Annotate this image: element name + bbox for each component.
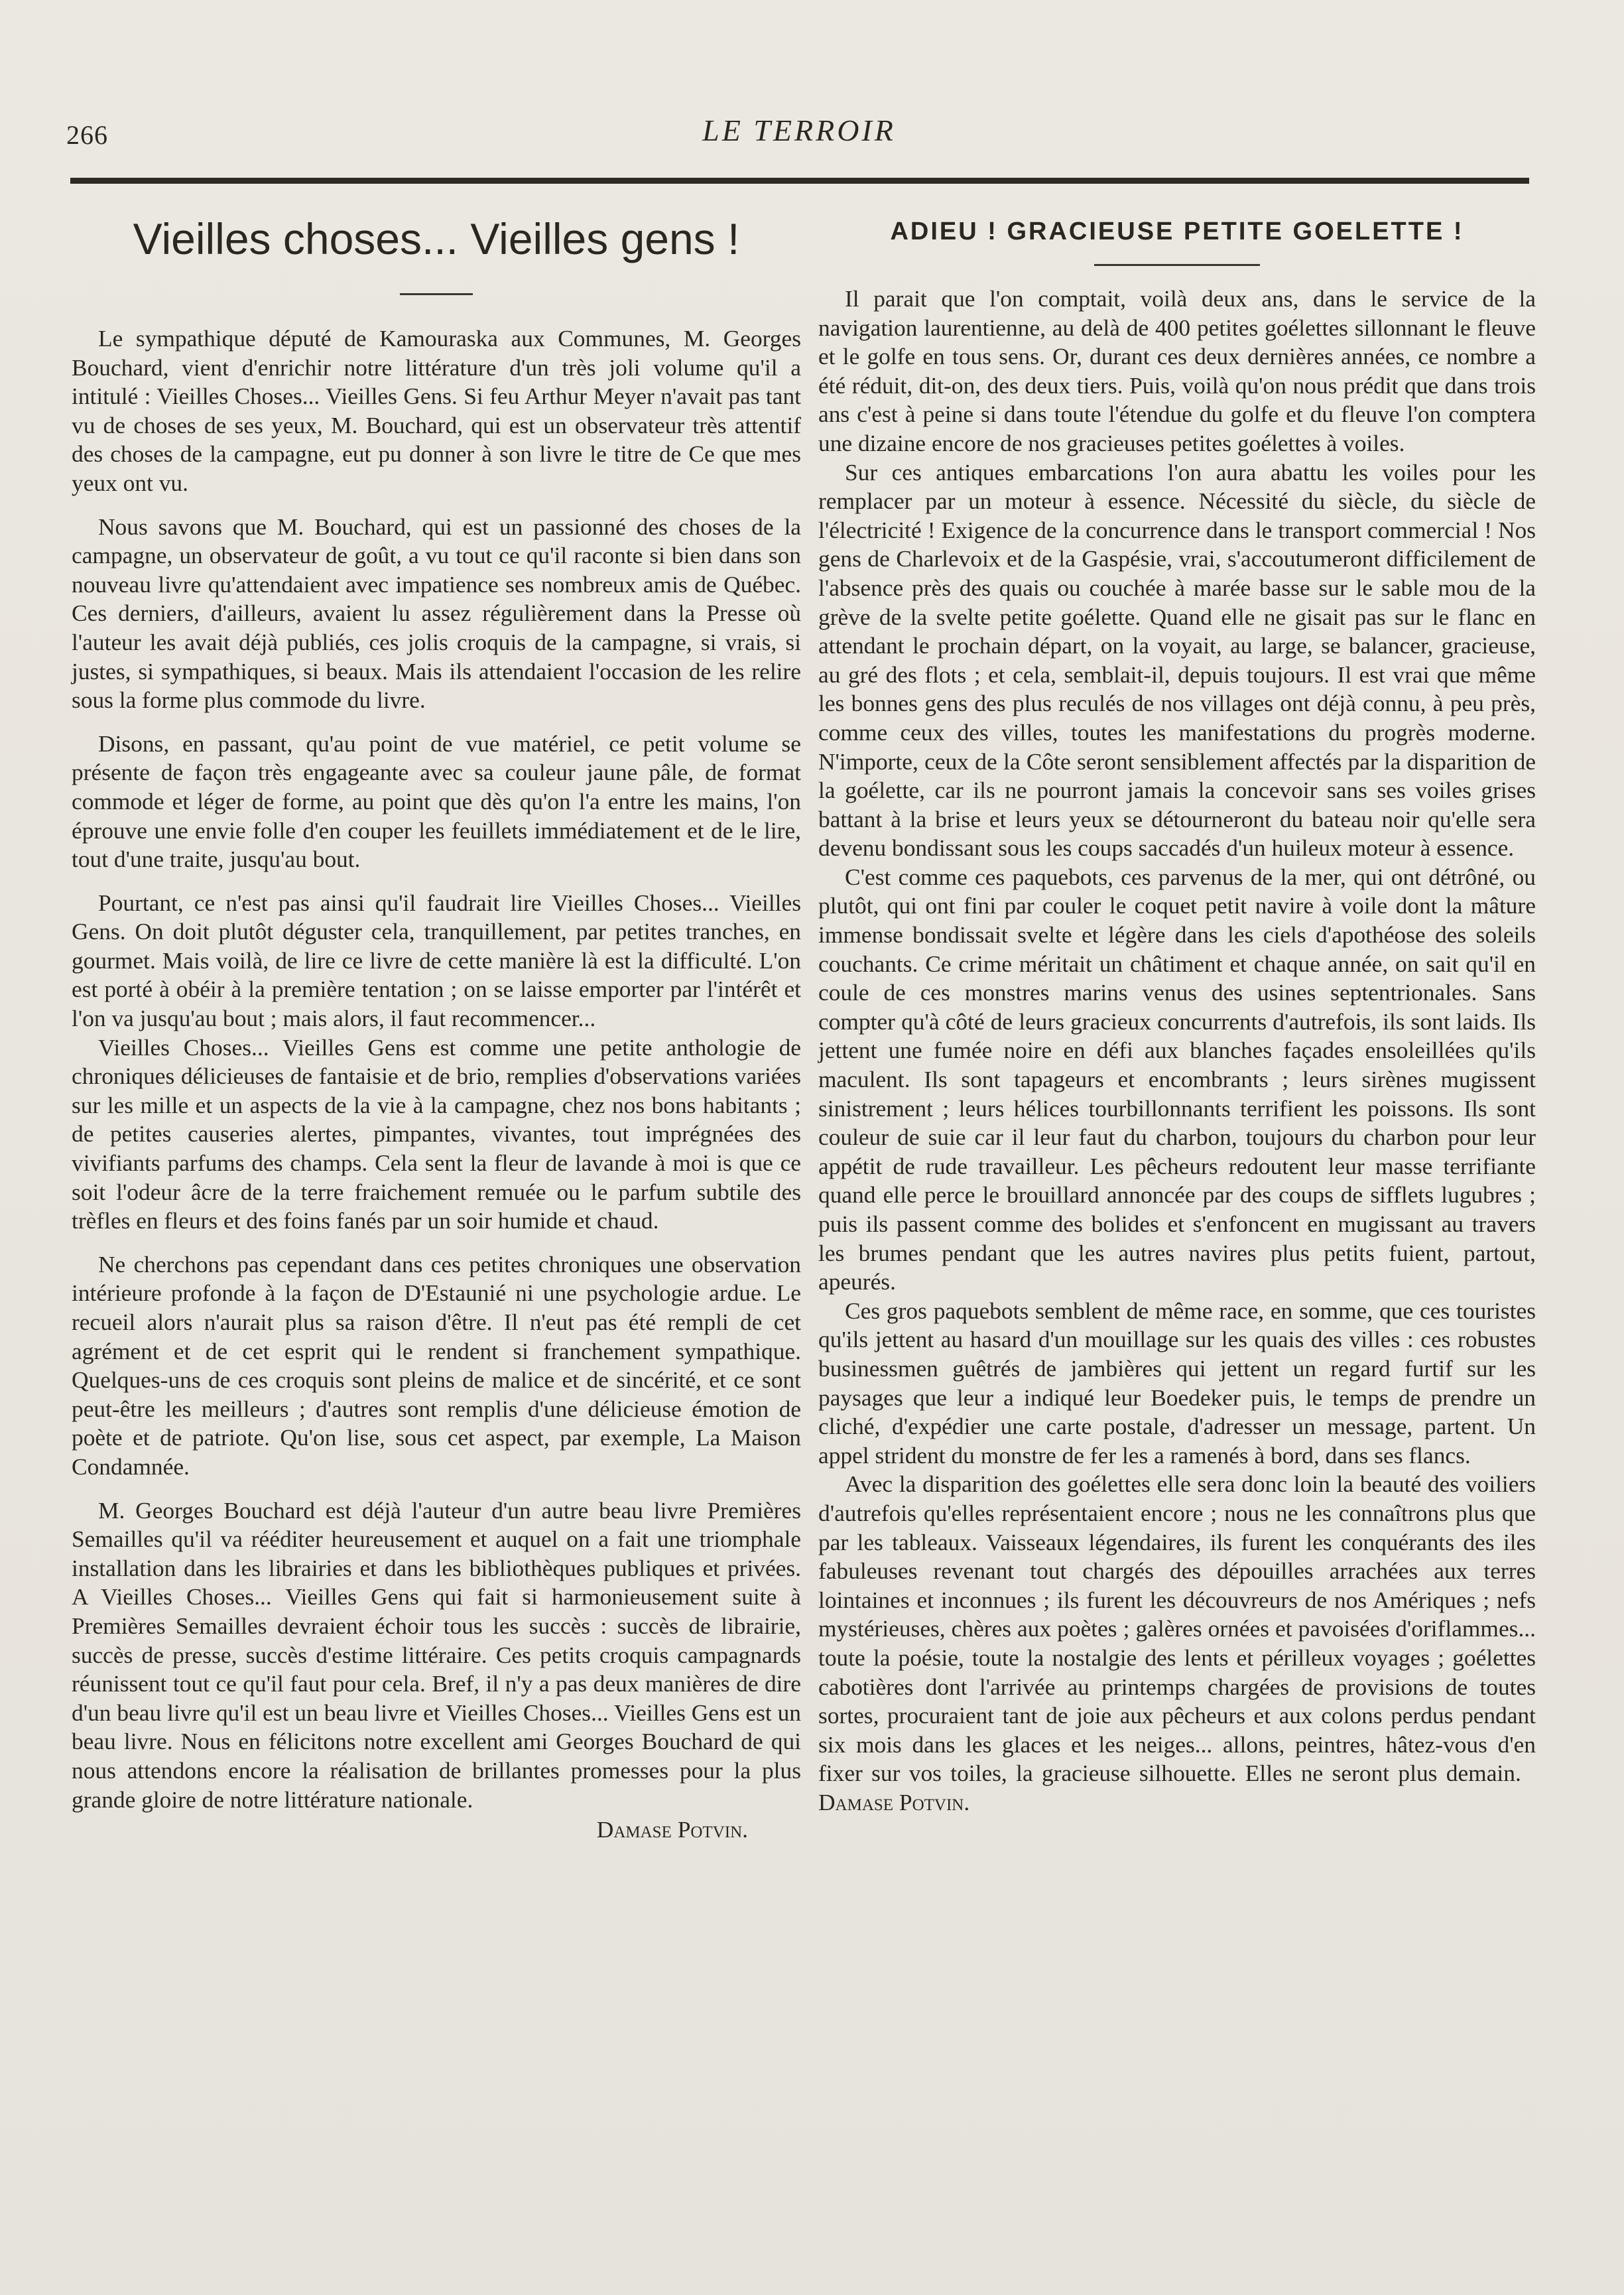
left-paragraph-2: Nous savons que M. Bouchard, qui est un passionné des choses de la campagne, un observateur de goût, a vu tout ce qu'il raconte si bien dans son nouveau livre qu'attendaient avec impatience ses nombreux amis de Québec. Ces derniers, d'ailleurs, avaient lu assez régulièrement dans la Presse où l'auteur les avait déjà publiés, ces jolis croquis de la campagne, si vrais, si justes, si sympathiques, si beaux. Mais ils attendaient l'occasion de les relire sous la forme plus commode du livre.	[72, 513, 801, 714]
left-paragraph-6: Ne cherchons pas cependant dans ces petites chroniques une observation intérieure profonde à la façon de D'Estaunié ni une psychologie ardue. Le recueil alors n'aurait plus sa raison d'être. Il n'eut pas été rempli de cet agrément et de cet esprit qui le rendent si franchement sympathique. Quelques-uns de ces croquis sont pleins de malice et de sincérité, et ce sont peut-être les meilleurs ; d'autres sont remplis d'une délicieuse émotion de poète et de patriote. Qu'on lise, sous cet aspect, par exemple, La Maison Condamnée.	[72, 1250, 801, 1480]
right-paragraph-1: Il parait que l'on comptait, voilà deux ans, dans le service de la navigation laurentienne, au delà de 400 petites goélettes sillonnant le fleuve et le golfe en tous sens. Or, durant ces deux dernières années, ce nombre a été réduit, dit-on, des deux tiers. Puis, voilà qu'on nous prédit que dans trois ans c'est à peine si dans toute l'étendue du golfe et du fleuve l'on comptera une dizaine encore de nos gracieuses petites goélettes à voiles.	[818, 285, 1536, 456]
right-paragraph-2: Sur ces antiques embarcations l'on aura abattu les voiles pour les remplacer par un moteur à essence. Nécessité du siècle, du siècle de l'électricité ! Exigence de la concurrence dans le transport commercial ! Nos gens de Charlevoix et de la Gaspésie, vrai, s'accoutumeront difficilement de l'absence près des quais ou couchée à marée basse sur le sable mou de la grève de la svelte petite goélette. Quand elle ne gisait pas sur le flanc en attendant le prochain départ, on la voyait, au large, se balancer, gracieuse, au gré des flots ; et cela, semblait-il, depuis toujours. Il est vrai que même les bonnes gens des plus reculés de nos villages ont déjà connu, à peu près, comme ceux des villes, toutes les manifestations du progrès moderne. N'importe, ceux de la Côte seront sensiblement affectés par la disparition de la goélette, car ils ne pourront jamais la concevoir sans ses voiles grises battant à la brise et leurs yeux se détourneront du bateau noir qu'elle sera devenu bondissant sous les coups saccadés d'un huileux moteur à essence.	[818, 458, 1536, 862]
left-article-signature: Damase Potvin.	[596, 1816, 748, 1843]
right-paragraph-5-text: Avec la disparition des goélettes elle sera donc loin la beauté des voiliers d'autrefois qu'elles représentaient encore ; nous ne les connaîtrons plus que par les tableaux. Vaisseaux légendaires, ils furent les conquérants des iles fabuleuses revenant tout chargés des dépouilles arrachées aux terres lointaines et inconnues ; ils furent les découvreurs de nos Amériques ; nefs mystérieuses, chères aux poètes ; galères ornées et pavoisées d'oriflammes... toute la poésie, toute la nostalgie des lents et périlleux voyages ; goélettes cabotières dont l'arrivée au printemps chargées de provisions de toutes sortes, procuraient tant de joie aux pêcheurs et aux colons perdus pendant six mois dans les glaces et les neiges... allons, peintres, hâtez-vous d'en fixer sur vos toiles, la gracieuse silhouette. Elles ne seront plus demain.	[818, 1471, 1536, 1787]
right-paragraph-5	[818, 1470, 1536, 1817]
left-article-title: Vieilles choses... Vieilles gens !	[133, 214, 740, 263]
right-paragraph-4: Ces gros paquebots semblent de même race, en somme, que ces touristes qu'ils jettent au hasard d'un mouillage sur les quais des villes : ces robustes businessmen guêtrés de jambières qui jettent un regard furtif sur les paysages que leur a indiqué leur Boedeker puis, le temps de prendre un cliché, d'expédier une carte postale, d'adresser un message, partent. Un appel strident du monstre de fer les a ramenés à bord, dans ses flancs.	[818, 1297, 1536, 1469]
right-article-signature: Damase Potvin.	[818, 1788, 970, 1815]
left-paragraph-3: Disons, en passant, qu'au point de vue matériel, ce petit volume se présente de façon très engageante avec sa couleur jaune pâle, de format commode et léger de forme, au point que dès qu'on l'a entre les mains, l'on éprouve une envie folle d'en couper les feuillets immédiatement et de le lire, tout d'une traite, jusqu'au bout.	[72, 730, 801, 873]
left-paragraph-1: Le sympathique député de Kamouraska aux Communes, M. Georges Bouchard, vient d'enrichir notre littérature d'un très joli volume qu'il a intitulé : Vieilles Choses... Vieilles Gens. Si feu Arthur Meyer n'avait pas tant vu de choses de ses yeux, M. Bouchard, qui est un observateur très attentif des choses de la campagne, eut pu donner à son livre le titre de Ce que mes yeux ont vu.	[72, 325, 801, 496]
right-article-title: ADIEU ! GRACIEUSE PETITE GOELETTE !	[890, 218, 1464, 245]
header-rule	[70, 178, 1529, 184]
right-paragraph-3: C'est comme ces paquebots, ces parvenus de la mer, qui ont détrôné, ou plutôt, qui ont fini par couler le coquet petit navire à voile dont la mâture immense bondissait svelte et légère dans les ciels d'apothéose des soleils couchants. Ce crime méritait un châtiment et chaque année, on sait qu'il en coule de ces monstres marins venus des usines septentrionales. Sans compter qu'à côté de leurs gracieux concurrents d'autrefois, ils sont laids. Ils jettent une fumée noire en défi aux blanches façades ensoleillées qu'ils maculent. Ils sont tapageurs et encombrants ; leurs sirènes mugissent sinistrement ; leurs hélices tourbillonnants terrifient les poissons. Ils sont couleur de suie car il leur faut du charbon, toujours du charbon pour leur appétit de rude travailleur. Les pêcheurs redoutent leur masse terrifiante quand elle perce le brouillard annoncée par des coups de sifflets lugubres ; puis ils passent comme des bolides et s'enfoncent en mugissant au travers les brumes pendant que les autres navires plus petits fuient, partout, apeurés.	[818, 863, 1536, 1295]
title-divider	[1094, 264, 1260, 266]
page-header	[66, 106, 1532, 159]
running-title: LE TERROIR	[702, 113, 896, 147]
left-paragraph-5: Vieilles Choses... Vieilles Gens est comme une petite anthologie de chroniques délicieuses de fantaisie et de brio, remplies d'observations variées sur les mille et un aspects de la vie à la campagne, chez nos bons habitants ; de petites causeries alertes, pimpantes, vivantes, tout imprégnées des vivifiants parfums des champs. Cela sent la fleur de lavande à moi is que ce soit l'odeur âcre de la terre fraichement remuée ou le parfum subtile des trèfles en fleurs et des foins fanés par un soir humide et chaud.	[72, 1033, 801, 1234]
left-article	[72, 199, 801, 1845]
page-number: 266	[66, 120, 108, 150]
left-paragraph-4: Pourtant, ce n'est pas ainsi qu'il faudrait lire Vieilles Choses... Vieilles Gens. On doit plutôt déguster cela, tranquillement, par petites tranches, en gourmet. Mais voilà, de lire ce livre de cette manière là est la difficulté. L'on est porté à obéir à la première tentation ; on se laisse emporter par l'intérêt et l'on va jusqu'au bout ; mais alors, il faut recommencer...	[72, 889, 801, 1032]
left-paragraph-7: M. Georges Bouchard est déjà l'auteur d'un autre beau livre Premières Semailles qu'il va rééditer heureusement et auquel on a fait une triomphale installation dans les librairies et dans les bibliothèques publiques et privées. A Vieilles Choses... Vieilles Gens qui fait si harmonieusement suite à Premières Semailles devraient échoir tous les succès : succès de librairie, succès de presse, succès d'estime littéraire. Ces petits croquis campagnards réunissent tout ce qu'il faut pour cela. Bref, il n'y a pas deux manières de dire d'un beau livre qu'il est un beau livre et Vieilles Choses... Vieilles Gens est un beau livre. Nous en félicitons notre excellent ami Georges Bouchard de qui nous attendons encore la réalisation de brillantes promesses pour la plus grande gloire de notre littérature nationale.	[72, 1496, 801, 1813]
right-article	[818, 199, 1536, 1817]
title-divider	[400, 293, 473, 295]
